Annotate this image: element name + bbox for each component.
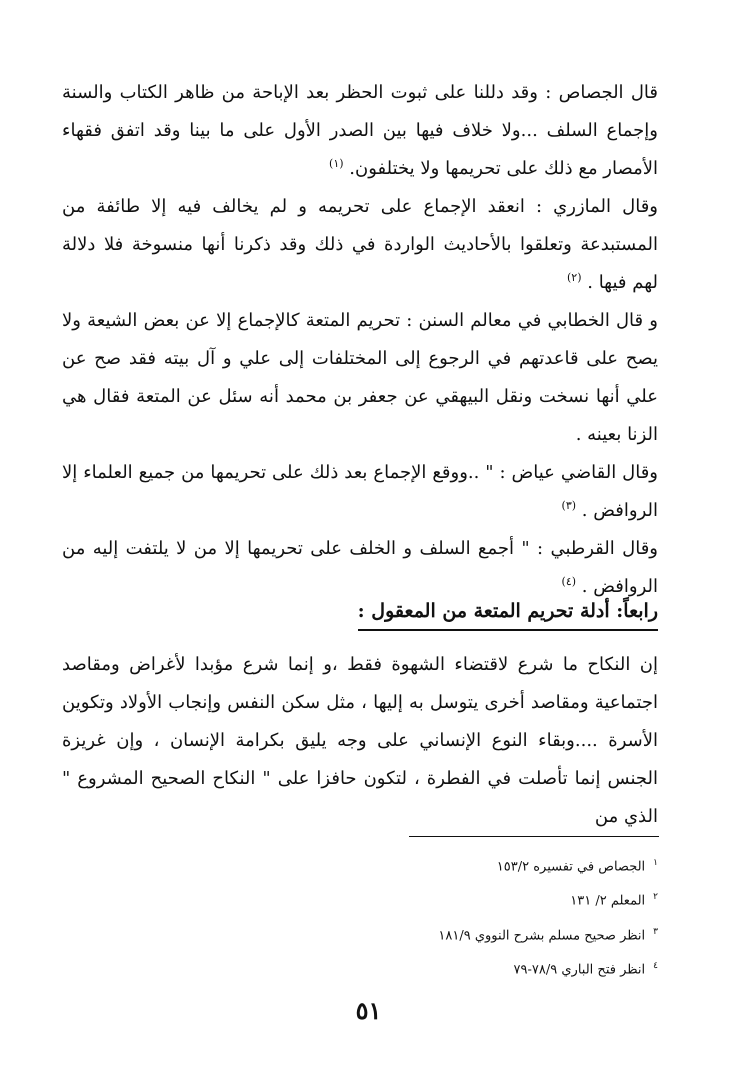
footnote-reference[interactable]: (١) (329, 157, 344, 170)
footnote-text: انظر صحيح مسلم بشرح النووي ١٨١/٩ (438, 927, 646, 943)
paragraph-text: وقال القرطبي : " أجمع السلف و الخلف على تحريمها إلا من لا يلتفت إليه من الروافض . (62, 538, 658, 597)
paragraph (62, 646, 658, 836)
footnote-item (298, 882, 658, 916)
footnote-number: ٤ (653, 960, 658, 971)
footnote-reference[interactable]: (٣) (561, 499, 577, 512)
paragraph (62, 302, 658, 454)
footnote-reference[interactable]: (٤) (561, 575, 577, 588)
footnote-item (298, 848, 658, 882)
paragraph-text: إن النكاح ما شرع لاقتضاء الشهوة فقط ،و إنما شرع مؤبدا لأغراض ومقاصد اجتماعية ومقاصد أخرى يتوسل به إليها ، مثل سكن النفس وإنجاب الأولاد وتكوين الأسرة ....وبقاء النوع الإنساني على وجه يليق بكرامة الإنسان ، وإن غريزة الجنس إنما تأصلت في الفطرة ، لتكون حافزا على " النكاح الصحيح المشروع " الذي من (62, 654, 658, 827)
body-text-upper (62, 74, 658, 606)
paragraph (62, 74, 658, 188)
footnote-text: الجصاص في تفسيره ١٥٣/٢ (496, 859, 646, 875)
footnote-item (298, 917, 658, 951)
body-text-lower (62, 646, 658, 836)
footnote-number: ٢ (653, 892, 658, 903)
footnote-divider (409, 836, 659, 837)
paragraph (62, 454, 658, 530)
footnote-number: ٣ (653, 926, 658, 937)
paragraph (62, 188, 658, 302)
paragraph-text: قال الجصاص : وقد دللنا على ثبوت الحظر بعد الإباحة من ظاهر الكتاب والسنة وإجماع السلف ...ولا خلاف فيها بين الصدر الأول على ما بينا وقد اتفق فقهاء الأمصار مع ذلك على تحريمها ولا يختلفون. (62, 82, 658, 179)
paragraph-text: وقال المازري : انعقد الإجماع على تحريمه و لم يخالف فيه إلا طائفة من المستبدعة وتعلقوا بالأحاديث الواردة في ذلك وقد ذكرنا أنها منسوخة فلا دلالة لهم فيها . (62, 196, 658, 293)
paragraph-text: و قال الخطابي في معالم السنن : تحريم المتعة كالإجماع إلا عن بعض الشيعة ولا يصح على قاعدتهم في الرجوع إلى المختلفات إلى علي و آل بيته فقد صح عن علي أنها نسخت ونقل البيهقي عن جعفر بن محمد أنه سئل عن المتعة فقال هي الزنا بعينه . (62, 310, 658, 445)
section-heading: رابعاً: أدلة تحريم المتعة من المعقول : (358, 595, 658, 631)
footnote-number: ١ (653, 858, 658, 868)
footnotes (298, 848, 658, 985)
footnote-item (298, 951, 658, 985)
page-number: ٥١ (355, 996, 382, 1025)
footnote-text: انظر فتح الباري ٧٨/٩-٧٩ (513, 962, 646, 978)
footnote-reference[interactable]: (٢) (567, 271, 582, 284)
paragraph-text: وقال القاضي عياض : " ..ووقع الإجماع بعد ذلك على تحريمها من جميع العلماء إلا الروافض . (62, 462, 658, 521)
footnote-text: المعلم ٢/ ١٣١ (570, 893, 646, 909)
